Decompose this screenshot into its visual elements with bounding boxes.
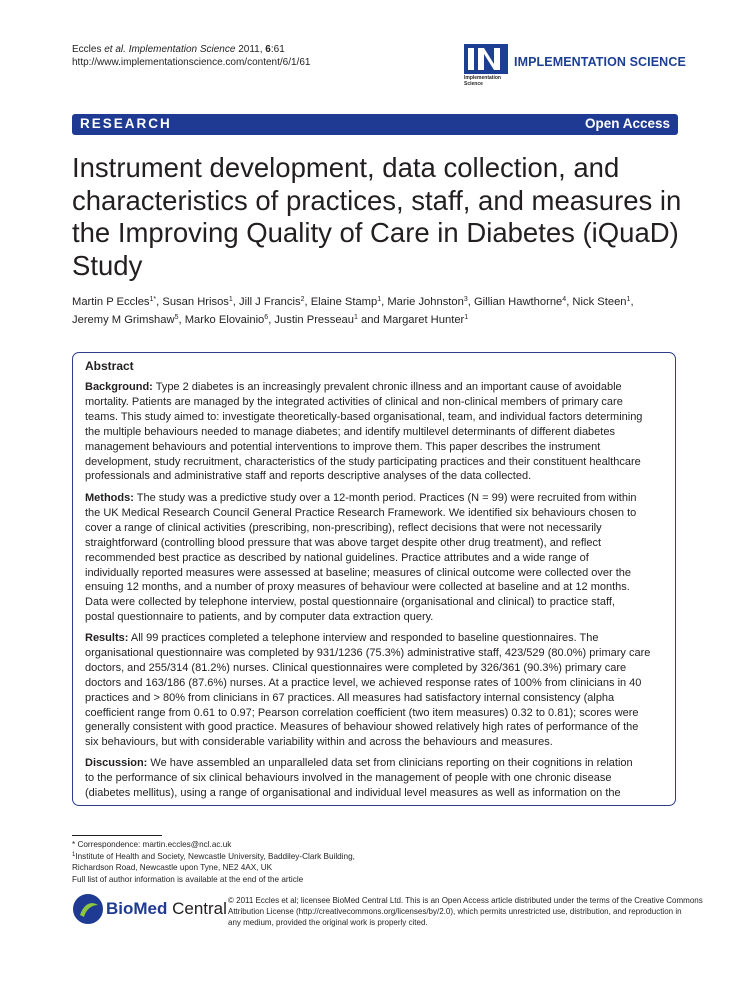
abstract-line: recommended best practice as described by national guidelines. Practice attributes and a wide range of <box>85 551 589 564</box>
abstract-line: individually reported measures were assessed at baseline; measures of clinical outcome were collected over the <box>85 566 631 579</box>
author-name[interactable]: Marie Johnston <box>387 296 464 308</box>
abstract-line: Data were collected by telephone interview, postal questionnaire (organisational and clinical) to practice staff, <box>85 596 615 609</box>
abstract-discussion <box>85 756 675 801</box>
abstract-background <box>85 380 675 484</box>
title-line: characteristics of practices, staff, and measures in <box>72 184 682 216</box>
author-name[interactable]: Marko Elovainio <box>184 314 265 326</box>
abstract-line: doctors, and 255/314 (81.2%) nurses. Clinical questionnaires were completed by 326/361 (90.3%) primary care <box>85 661 627 674</box>
abstract-line <box>85 380 675 395</box>
author-affiliation: 5 <box>174 314 179 321</box>
publisher-logo <box>72 893 227 927</box>
license-text <box>228 895 703 929</box>
license-line: Attribution License (http://creativecommons.org/licenses/by/2.0), which permits unrestricted use, distribution, and reproduction in <box>228 907 682 917</box>
author-affiliation: 2 <box>300 296 305 303</box>
implementation-science-logo-icon <box>464 44 508 74</box>
title-line: the Improving Quality of Care in Diabetes (iQuaD) <box>72 217 679 248</box>
section-label: Methods: <box>85 492 134 504</box>
biomed-central-logo-icon <box>72 893 104 925</box>
author-name[interactable]: Nick Steen <box>572 296 627 308</box>
abstract-text: Type 2 diabetes is an increasingly prevalent chronic illness and an important cause of avoidable <box>152 381 622 393</box>
abstract-line: ensuing 12 months, and a number of proxy measures of behaviour were collected at baseline and at 12 months. <box>85 581 630 594</box>
affiliation-line: Richardson Road, Newcastle upon Tyne, NE2 4AX, UK <box>72 863 273 872</box>
article-title <box>72 152 692 282</box>
article-url[interactable]: http://www.implementationscience.com/content/6/1/61 <box>72 57 311 68</box>
abstract-results <box>85 631 675 750</box>
affiliation-line <box>72 851 355 863</box>
abstract-line: teams. This study aimed to: investigate theoretically-based organisational, team, and individual factors determining <box>85 410 643 423</box>
abstract-text: The study was a predictive study over a 12-month period. Practices (N = 99) were recruited from within <box>133 492 637 504</box>
author-affiliation: 3 <box>463 296 468 303</box>
author-affiliation: 1 <box>626 296 631 303</box>
author-name[interactable]: Jill J Francis <box>239 296 301 308</box>
abstract-line <box>85 756 675 771</box>
abstract-line <box>85 491 675 506</box>
abstract-line: coefficient range from 0.61 to 0.97; Pearson correlation coefficient (two item measures) 0.32 to 0.81); scores were <box>85 706 639 719</box>
author-name[interactable]: Gillian Hawthorne <box>473 296 563 308</box>
citation-etal: et al. <box>104 44 126 55</box>
abstract-text: All 99 practices completed a telephone interview and responded to baseline questionnaires. The <box>128 632 599 644</box>
author-name[interactable]: Martin P Eccles <box>72 296 150 308</box>
author-affiliation: 1 <box>354 314 358 321</box>
abstract-line: (diabetes mellitus), using a range of organisational and individual level measures as well as information on the <box>85 786 621 799</box>
section-label: Background: <box>85 381 153 393</box>
author-name[interactable]: Elaine Stamp <box>310 296 378 308</box>
author-list <box>72 293 682 329</box>
author-affiliation: 4 <box>562 296 567 303</box>
citation-volume: 6 <box>265 44 271 55</box>
citation-line <box>72 43 310 56</box>
footnotes <box>72 839 355 885</box>
journal-logo <box>464 44 684 90</box>
abstract-line: to the performance of six clinical behaviours involved in the management of people with one chronic disease <box>85 771 612 784</box>
abstract-methods <box>85 491 675 625</box>
author-name[interactable]: Justin Presseau <box>274 314 355 326</box>
article-type-label: RESEARCH <box>80 116 172 131</box>
abstract-line: professionals and administrative staff and reports descriptive analyses of the data collected. <box>85 470 532 483</box>
section-label: Results: <box>85 632 129 644</box>
abstract-line: doctors and 163/186 (87.6%) nurses. At a practice level, we achieved response rates of 100% from clinicians in 40 <box>85 676 642 689</box>
author-affiliation: 1* <box>149 296 157 303</box>
abstract-line: development, study recruitment, characteristics of the study participating practices and their constituent healthcare <box>85 455 641 468</box>
title-line: Instrument development, data collection, and <box>72 152 620 183</box>
abstract-line: management behaviours and potential interventions to improve them. This paper describes the instrument <box>85 440 601 453</box>
abstract-box <box>72 352 676 806</box>
abstract-line: organisational questionnaire was completed by 931/1236 (75.3%) administrative staff, 423/529 (80.0%) primary care <box>85 646 651 659</box>
author-affiliation: 6 <box>264 314 269 321</box>
article-type-banner <box>72 114 678 135</box>
author-affiliation: 1 <box>464 314 469 321</box>
author-name[interactable]: Margaret Hunter <box>382 314 465 326</box>
author-affiliation: 1 <box>377 296 382 303</box>
correspondence-line[interactable]: * Correspondence: martin.eccles@ncl.ac.uk <box>72 840 232 849</box>
journal-name: IMPLEMENTATION SCIENCE <box>514 55 686 69</box>
abstract-line: generally consistent with good practice. Measures of behaviour showed relatively high rates of performance of the <box>85 721 639 734</box>
abstract-line <box>85 631 675 646</box>
section-label: Discussion: <box>85 757 148 769</box>
abstract-line: cover a range of clinical activities (prescribing, non-prescribing), reflect decisions that were not necessarily <box>85 521 602 534</box>
logo-caption-line1: Implementation <box>464 75 501 81</box>
author-name[interactable]: Susan Hrisos <box>162 296 229 308</box>
abstract-line: postal questionnaire to patients, and by computer data extraction query. <box>85 611 434 624</box>
title-line: Study <box>72 249 143 281</box>
abstract-line: straightforward (controlling blood pressure that was above target despite other drug treatment), and reflect <box>85 536 602 549</box>
citation-article: :61 <box>270 44 285 55</box>
author-line: Martin P Eccles$^{1*}$, Susan Hrisos$^1$, Jill J Francis$^2$, Elaine Stamp$^1$, Marie Johnston$^3$, Gillian Hawthorne$^4$, Nick Steen$^1$, <box>72 296 634 308</box>
abstract-line: mortality. Patients are managed by the integrated activities of clinical and non-clinical members of primary care <box>85 395 623 408</box>
full-author-info-note: Full list of author information is available at the end of the article <box>72 874 304 884</box>
open-access-label: Open Access <box>584 116 670 131</box>
publisher-name-bio: BioMed <box>106 899 168 918</box>
abstract-heading: Abstract <box>85 359 134 373</box>
citation-authors: Eccles <box>72 44 102 55</box>
abstract-line: the multiple behaviours needed to manage diabetes; and identify multilevel determinants of different diabetes <box>85 425 615 438</box>
publisher-name <box>106 899 227 919</box>
abstract-line: six behaviours, but with considerable variability within and across the behaviours and measures. <box>85 736 553 749</box>
abstract-line: the UK Medical Research Council General Practice Research Framework. We identified six behaviours chosen to <box>85 506 637 519</box>
publisher-name-central: Central <box>167 899 227 918</box>
running-header <box>72 43 310 69</box>
logo-caption-line2: Science <box>464 81 483 87</box>
citation-journal: Implementation Science <box>128 44 236 55</box>
license-line: © 2011 Eccles et al; licensee BioMed Central Ltd. This is an Open Access article distributed under the terms of the Creative Commons <box>228 896 703 905</box>
citation-year: 2011, <box>238 44 263 55</box>
affiliation-text: Institute of Health and Society, Newcastle University, Baddiley-Clark Building, <box>75 851 355 861</box>
author-line: Jeremy M Grimshaw$^5$, Marko Elovainio$^6$, Justin Presseau$^1$ and Margaret Hunter$^1$ <box>72 314 469 326</box>
author-affiliation: 1 <box>228 296 233 303</box>
footnote-rule <box>72 835 162 836</box>
abstract-text: We have assembled an unparalleled data set from clinicians reporting on their cognitions in relation <box>147 757 633 769</box>
authors-and: and <box>361 314 380 326</box>
abstract-line: practices and > 80% from clinicians in 67 practices. All measures had satisfactory internal consistency (alpha <box>85 691 615 704</box>
license-line: any medium, provided the original work is properly cited. <box>228 918 428 928</box>
logo-caption <box>464 75 512 87</box>
author-name[interactable]: Jeremy M Grimshaw <box>72 314 175 326</box>
affiliation-number: 1 <box>72 851 76 858</box>
